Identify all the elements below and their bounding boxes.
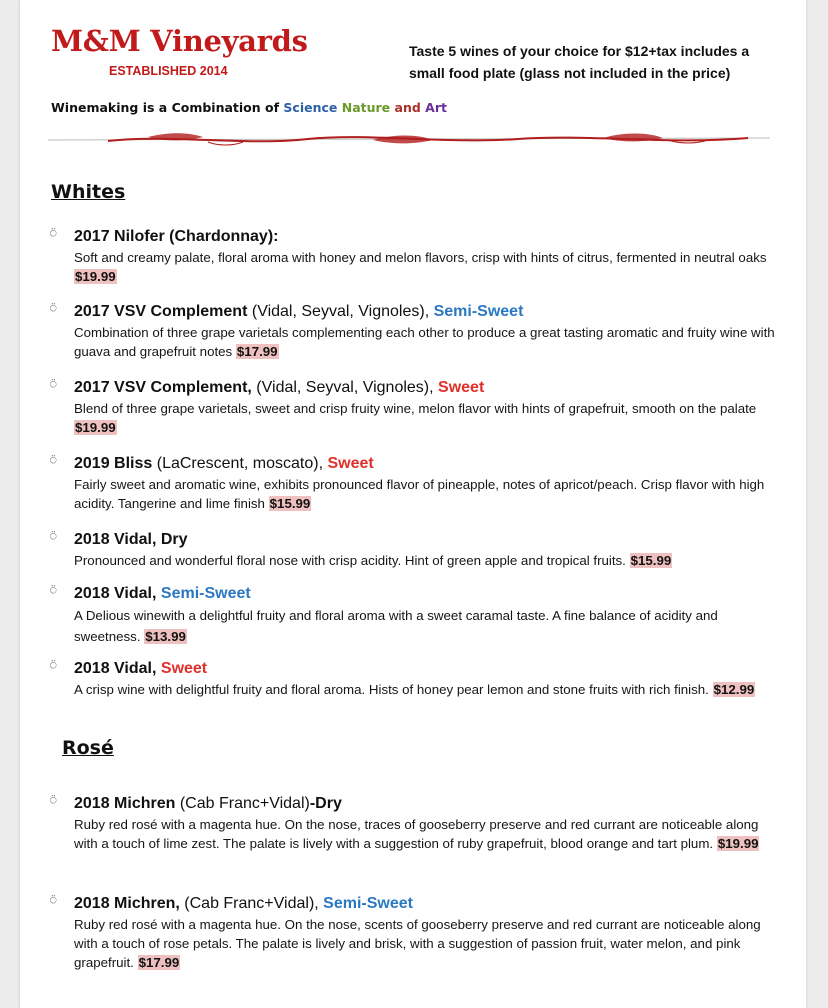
wine-title [74,302,523,321]
wine-description [74,399,782,437]
wine-grapes: (LaCrescent, moscato), [156,455,324,472]
wine-price: $15.99 [269,496,311,511]
wine-title [74,454,374,473]
wine-description [74,323,782,361]
motto-nature: Nature [341,100,391,115]
wine-notes: Ruby red rosé with a magenta hue. On the nose, scents of gooseberry preserve and red currant are noticeable along with a touch of rose petals. The palate is lively and brisk, with a suggestion of passion fruit, water melon, and pink grapefruit. [74,917,761,970]
wine-grapes: (Cab Franc+Vidal) [179,795,310,812]
wine-name: 2017 VSV Complement, [74,379,252,396]
wine-grapes: (Vidal, Seyval, Vignoles), [256,379,434,396]
wine-style: Sweet [327,455,374,472]
stylized-bullet-icon: ⍥ [50,895,57,907]
wine-price: $17.99 [138,955,180,970]
wine-title [74,794,342,813]
wine-price: $17.99 [236,344,278,359]
stylized-bullet-icon: ⍥ [50,228,57,240]
wine-name: 2017 VSV Complement [74,303,248,320]
wine-style: Semi-Sweet [433,303,524,320]
wine-title [74,894,413,913]
brand-name: M&M Vineyards [51,24,308,58]
wine-notes: Soft and creamy palate, floral aroma with honey and melon flavors, crisp with hints of citrus, fermented in neutral oaks [74,250,767,265]
stylized-bullet-icon: ⍥ [50,585,57,597]
stylized-bullet-icon: ⍥ [50,379,57,391]
wine-description [74,815,782,853]
stylized-bullet-icon: ⍥ [50,531,57,543]
stylized-bullet-icon: ⍥ [50,455,57,467]
wine-style: Sweet [160,660,208,677]
wine-grapes: (Cab Franc+Vidal), [184,895,319,912]
stylized-bullet-icon: ⍥ [50,795,57,807]
wine-description [74,551,782,570]
wine-price: $19.99 [75,269,116,284]
wine-price: $19.99 [75,420,116,435]
rose-heading: Rosé [62,737,114,759]
wine-notes: Pronounced and wonderful floral nose with crisp acidity. Hint of green apple and tropical fruits. [74,553,626,568]
wine-name: 2019 Bliss [74,455,153,472]
established-label: ESTABLISHED 2014 [109,64,228,78]
wine-description [74,475,782,513]
wine-title [74,584,251,603]
wine-name: 2018 Vidal, [74,585,157,602]
wine-style: Sweet [438,379,485,396]
wine-style: Semi-Sweet [323,895,413,912]
motto [51,100,447,115]
wine-name: 2018 Vidal, [74,660,157,677]
tasting-offer-line-2: small food plate (glass not included in the price) [409,65,731,81]
wine-title [74,659,207,678]
motto-art: Art [425,100,447,115]
wine-name: 2018 Michren [74,795,176,812]
wine-notes: Blend of three grape varietals, sweet and crisp fruity wine, melon flavor with hints of grapefruit, smooth on the palate [74,401,757,416]
wine-notes: Fairly sweet and aromatic wine, exhibits pronounced flavor of pineapple, notes of apricot/peach. Crisp flavor with high acidity. Tangerine and lime finish [74,477,765,511]
wine-notes: Ruby red rosé with a magenta hue. On the nose, traces of gooseberry preserve and red currant are noticeable along with a touch of lime zest. The palate is lively with a suggestion of ruby grapefruit, blood orange and tart plum. [74,817,759,851]
motto-and: and [394,100,421,115]
wine-name: 2017 Nilofer (Chardonnay): [74,228,279,245]
stylized-bullet-icon: ⍥ [50,660,57,672]
wine-price: $13.99 [145,629,186,644]
wine-price: $19.99 [717,836,759,851]
whites-heading: Whites [51,181,126,203]
wine-notes: A crisp wine with delightful fruity and floral aroma. Hists of honey pear lemon and stone fruits with rich finish. [74,682,709,697]
wine-title [74,378,484,397]
wine-description [74,248,782,286]
tasting-offer [409,40,799,84]
stylized-bullet-icon: ⍥ [50,303,57,315]
wine-notes: Combination of three grape varietals complementing each other to produce a great tasting aromatic and fruity wine with guava and grapefruit notes [74,325,775,359]
wine-title [74,530,188,549]
wine-price: $12.99 [713,682,755,697]
motto-science: Science [283,100,338,115]
decorative-divider-icon [48,128,770,152]
wine-grapes: (Vidal, Seyval, Vignoles), [251,303,430,320]
wine-name: 2018 Vidal, Dry [74,531,188,548]
wine-name: 2018 Michren, [74,895,180,912]
wine-title [74,227,278,246]
wine-style: -Dry [309,795,342,812]
wine-description [74,680,782,699]
wine-style: Semi-Sweet [160,585,251,602]
wine-description [74,605,782,647]
wine-price: $15.99 [630,553,672,568]
wine-description [74,915,782,972]
wine-notes: A Delious winewith a delightful fruity and floral aroma with a sweet caramal taste. A fine balance of acidity and sweetness. [74,608,718,644]
motto-lead: Winemaking is a Combination of [51,100,280,115]
menu-page [20,0,806,1008]
tasting-offer-line-1: Taste 5 wines of your choice for $12+tax includes a [409,43,750,59]
